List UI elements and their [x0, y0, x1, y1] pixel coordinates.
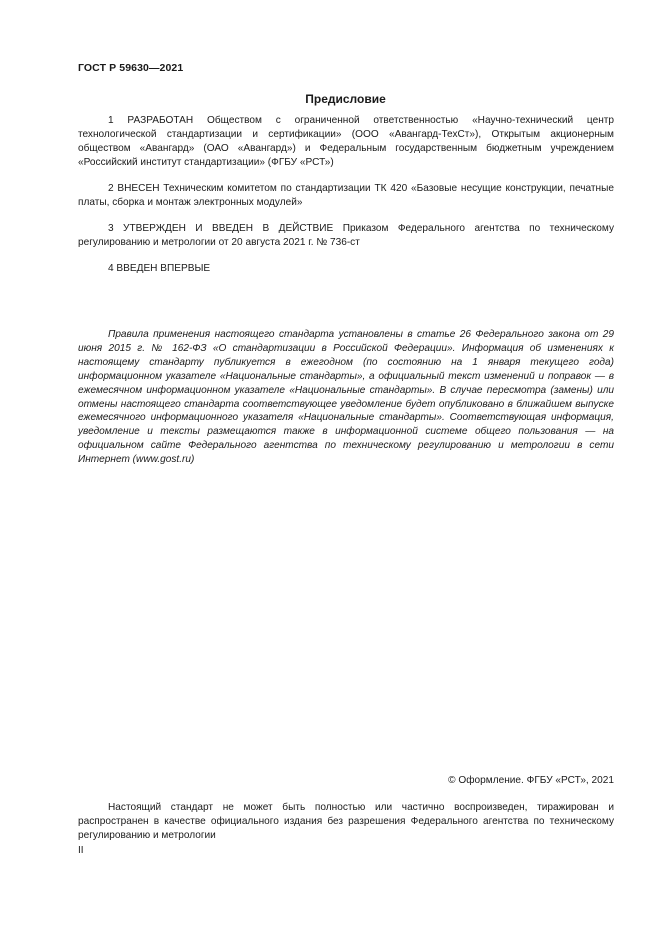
reproduction-notice: Настоящий стандарт не может быть полностью или частично воспроизведен, тиражирован и распространен в качестве официального издания без разрешения Федерального агентства по техническому регулированию и метрологии [78, 802, 614, 841]
foreword-item-developed: 1 РАЗРАБОТАН Обществом с ограниченной ответственностью «Научно-технический центр технологической стандартизации и сертификации» (ООО «Авангард-ТехСт»), Открытым акционерным обществом «Авангард» (ОАО «Авангард») и Федеральным государственным бюджетным учреждением «Российский институт стандартизации» (ФГБУ «РСТ») [78, 115, 614, 168]
page-title-text: Предисловие [305, 92, 386, 106]
foreword-item-introduced: 2 ВНЕСЕН Техническим комитетом по стандартизации ТК 420 «Базовые несущие конструкции, печатные платы, сборка и монтаж электронных модулей» [78, 183, 614, 208]
standard-application-notice: Правила применения настоящего стандарта установлены в статье 26 Федерального закона от 29 июня 2015 г. № 162-ФЗ «О стандартизации в Российской Федерации». Информация об изменениях к настоящему стандарту публикуется в ежегодном (по состоянию на 1 января текущего года) информационном указателе «Национальные стандарты», а официальный текст изменений и поправок — в ежемесячном информационном указателе «Национальные стандарты». В случае пересмотра (замены) или отмены настоящего стандарта соответствующее уведомление будет опубликовано в ближайшем выпуске ежемесячного информационного указателя «Национальные стандарты». Соответствующая информация, уведомление и тексты размещаются также в информационной системе общего пользования — на официальном сайте Федерального агентства по техническому регулированию и метрологии в сети Интернет (www.gost.ru) [78, 329, 614, 466]
foreword-item-approved: 3 УТВЕРЖДЕН И ВВЕДЕН В ДЕЙСТВИЕ Приказом Федерального агентства по техническому регулированию и метрологии от 20 августа 2021 г. № 736-ст [78, 223, 614, 248]
copyright-line: © Оформление. ФГБУ «РСТ», 2021 [448, 775, 614, 786]
document-id: ГОСТ Р 59630—2021 [78, 62, 184, 74]
page-title [0, 92, 661, 106]
foreword-item-first-time: 4 ВВЕДЕН ВПЕРВЫЕ [108, 263, 211, 274]
page-number: II [78, 845, 84, 856]
